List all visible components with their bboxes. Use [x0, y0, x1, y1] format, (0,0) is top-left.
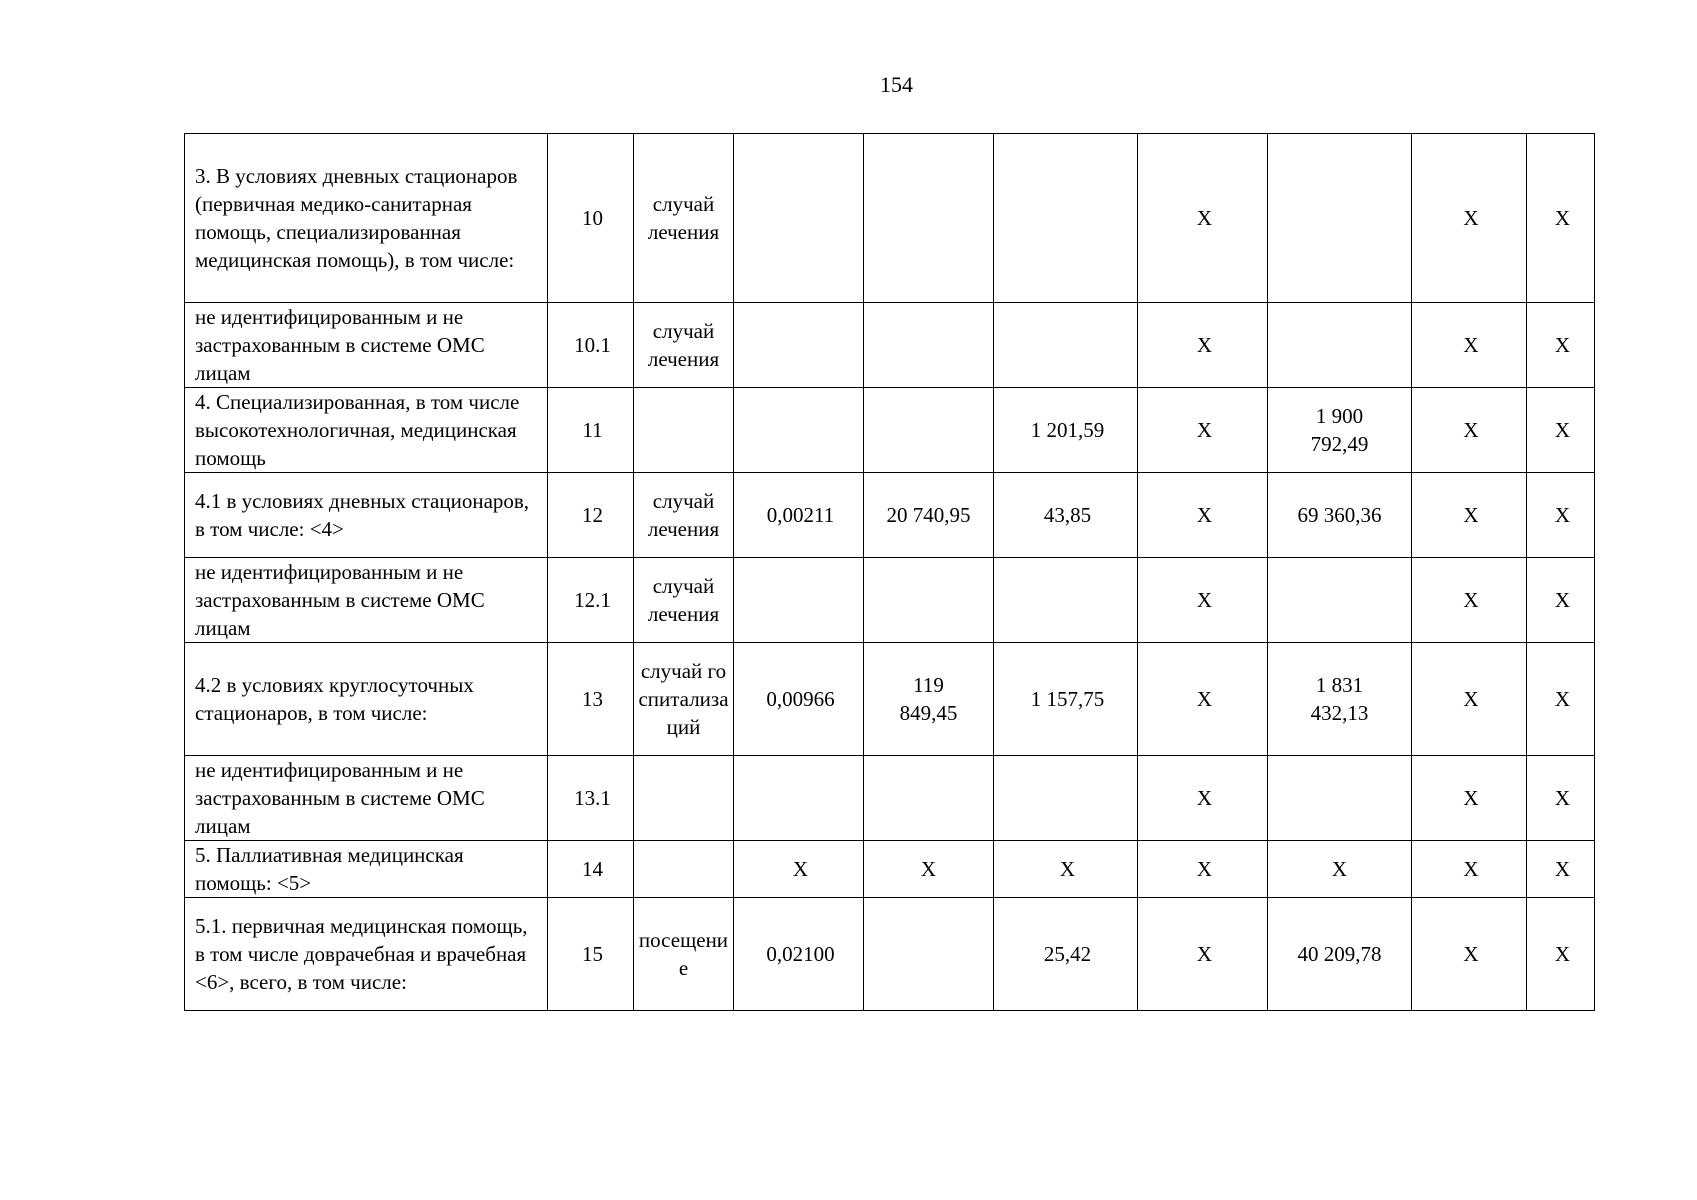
row-unit-cell — [634, 756, 734, 841]
row-cell: X — [1527, 756, 1595, 841]
row-unit-cell — [634, 388, 734, 473]
row-cell: X — [1412, 756, 1527, 841]
row-cell: X — [994, 841, 1138, 898]
row-cell: X — [1138, 134, 1268, 303]
row-cell: X — [1412, 388, 1527, 473]
row-cell: 43,85 — [994, 473, 1138, 558]
row-cell: X — [864, 841, 994, 898]
row-cell: X — [1412, 134, 1527, 303]
table-row — [185, 756, 1595, 841]
row-cell: 1 201,59 — [994, 388, 1138, 473]
row-code-cell: 14 — [548, 841, 634, 898]
row-cell: X — [1527, 388, 1595, 473]
row-cell: 0,00211 — [734, 473, 864, 558]
row-cell — [734, 388, 864, 473]
row-cell: X — [1138, 643, 1268, 756]
row-cell — [864, 558, 994, 643]
row-cell — [864, 756, 994, 841]
row-cell — [994, 134, 1138, 303]
row-cell — [1268, 303, 1412, 388]
row-name-cell: 3. В условиях дневных стационаров (первичная медико-санитарная помощь, специализированная медицинская помощь), в том числе: — [185, 134, 548, 303]
row-cell: 1 831 432,13 — [1268, 643, 1412, 756]
row-unit-cell: случай госпитализаций — [634, 643, 734, 756]
row-code-cell: 12.1 — [548, 558, 634, 643]
row-cell — [734, 134, 864, 303]
row-cell — [1268, 756, 1412, 841]
row-cell: X — [1138, 303, 1268, 388]
row-unit-cell: посещение — [634, 898, 734, 1011]
table-row — [185, 643, 1595, 756]
row-cell — [864, 388, 994, 473]
row-cell — [1268, 134, 1412, 303]
row-cell: 1 900 792,49 — [1268, 388, 1412, 473]
row-cell — [994, 303, 1138, 388]
row-cell — [1268, 558, 1412, 643]
row-cell: X — [1138, 473, 1268, 558]
table-row — [185, 134, 1595, 303]
financing-table — [184, 133, 1595, 1011]
row-cell: 0,00966 — [734, 643, 864, 756]
row-cell — [994, 756, 1138, 841]
row-name-cell: не идентифицированным и не застрахованным в системе ОМС лицам — [185, 756, 548, 841]
row-cell: X — [1527, 841, 1595, 898]
row-cell: X — [1527, 558, 1595, 643]
row-cell: 69 360,36 — [1268, 473, 1412, 558]
row-code-cell: 10 — [548, 134, 634, 303]
row-unit-cell — [634, 841, 734, 898]
row-cell: X — [1138, 756, 1268, 841]
row-cell: X — [734, 841, 864, 898]
row-cell: X — [1138, 388, 1268, 473]
row-cell: X — [1527, 303, 1595, 388]
row-cell: X — [1412, 643, 1527, 756]
row-cell — [864, 134, 994, 303]
page-number: 154 — [880, 72, 913, 97]
table-row — [185, 388, 1595, 473]
table-row — [185, 473, 1595, 558]
row-cell: 119 849,45 — [864, 643, 994, 756]
row-cell: X — [1412, 558, 1527, 643]
row-cell: X — [1412, 841, 1527, 898]
table-row — [185, 898, 1595, 1011]
table-row — [185, 841, 1595, 898]
row-cell — [734, 558, 864, 643]
row-unit-cell: случай лечения — [634, 473, 734, 558]
row-name-cell: 4.1 в условиях дневных стационаров, в том числе: <4> — [185, 473, 548, 558]
row-code-cell: 15 — [548, 898, 634, 1011]
row-cell: X — [1412, 303, 1527, 388]
row-cell: X — [1268, 841, 1412, 898]
table-row — [185, 558, 1595, 643]
row-unit-cell: случай лечения — [634, 134, 734, 303]
row-cell — [734, 303, 864, 388]
row-cell: X — [1412, 898, 1527, 1011]
row-cell — [864, 303, 994, 388]
row-cell: X — [1138, 558, 1268, 643]
row-cell: 1 157,75 — [994, 643, 1138, 756]
row-name-cell: 5. Паллиативная медицинская помощь: <5> — [185, 841, 548, 898]
row-code-cell: 10.1 — [548, 303, 634, 388]
row-name-cell: не идентифицированным и не застрахованным в системе ОМС лицам — [185, 558, 548, 643]
row-cell: 20 740,95 — [864, 473, 994, 558]
row-cell — [864, 898, 994, 1011]
row-cell: X — [1138, 841, 1268, 898]
row-cell: X — [1527, 473, 1595, 558]
row-cell: X — [1412, 473, 1527, 558]
row-unit-cell: случай лечения — [634, 303, 734, 388]
row-name-cell: 5.1. первичная медицинская помощь, в том числе доврачебная и врачебная <6>, всего, в том числе: — [185, 898, 548, 1011]
row-name-cell: не идентифицированным и не застрахованным в системе ОМС лицам — [185, 303, 548, 388]
row-cell: 0,02100 — [734, 898, 864, 1011]
row-cell: X — [1138, 898, 1268, 1011]
row-cell: X — [1527, 134, 1595, 303]
row-cell: 25,42 — [994, 898, 1138, 1011]
table-row — [185, 303, 1595, 388]
row-code-cell: 13 — [548, 643, 634, 756]
row-cell: X — [1527, 643, 1595, 756]
row-cell: 40 209,78 — [1268, 898, 1412, 1011]
row-code-cell: 12 — [548, 473, 634, 558]
row-name-cell: 4. Специализированная, в том числе высокотехнологичная, медицинская помощь — [185, 388, 548, 473]
row-cell — [994, 558, 1138, 643]
row-unit-cell: случай лечения — [634, 558, 734, 643]
row-code-cell: 11 — [548, 388, 634, 473]
row-name-cell: 4.2 в условиях круглосуточных стационаров, в том числе: — [185, 643, 548, 756]
row-cell: X — [1527, 898, 1595, 1011]
row-cell — [734, 756, 864, 841]
row-code-cell: 13.1 — [548, 756, 634, 841]
